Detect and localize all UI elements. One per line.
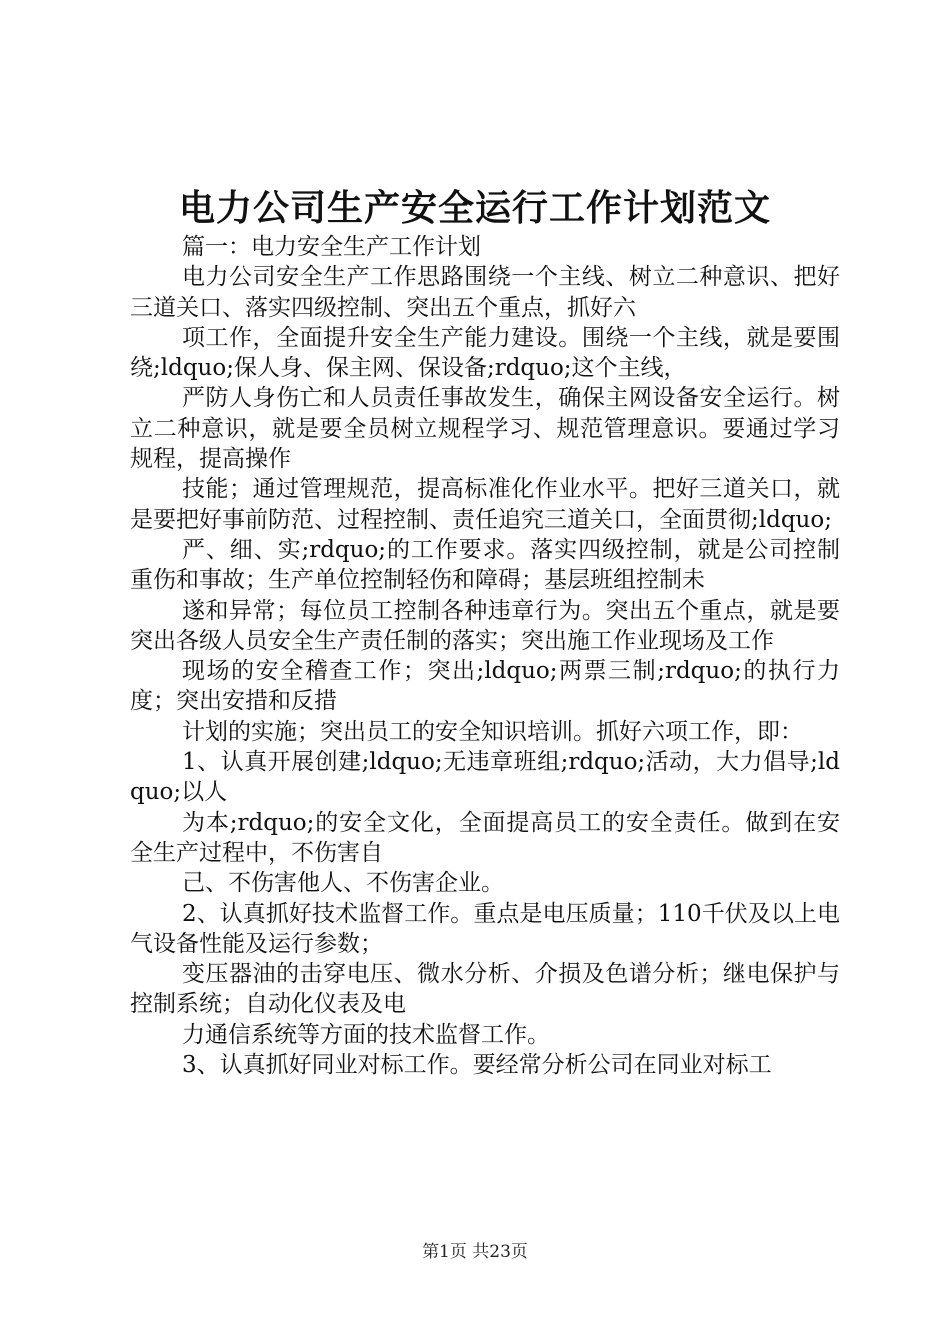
paragraph: 电力公司安全生产工作思路围绕一个主线、树立二种意识、把好三道关口、落实四级控制、突出五个重点，抓好六 [130, 264, 840, 321]
paragraph: 现场的安全稽查工作；突出;ldquo;两票三制;rdquo;的执行力度；突出安措和反措 [130, 658, 840, 715]
paragraph: 项工作，全面提升安全生产能力建设。围绕一个主线，就是要围绕;ldquo;保人身、保主网、保设备;rdquo;这个主线， [130, 324, 840, 382]
paragraph: 3、认真抓好同业对标工作。要经常分析公司在同业对标工 [182, 1052, 772, 1079]
document-title: 电力公司生产安全运行工作计划范文 [178, 187, 771, 229]
document-body [130, 232, 840, 1080]
paragraph: 变压器油的击穿电压、微水分析、介损及色谱分析；继电保护与控制系统；自动化仪表及电 [130, 961, 840, 1018]
paragraph: 己、不伤害他人、不伤害企业。 [182, 870, 504, 897]
paragraph: 2、认真抓好技术监督工作。重点是电压质量；110千伏及以上电气设备性能及运行参数； [130, 900, 840, 957]
paragraph: 1、认真开展创建;ldquo;无违章班组;rdquo;活动，大力倡导;ldquo;以人 [130, 749, 840, 806]
paragraph: 严防人身伤亡和人员责任事故发生，确保主网设备安全运行。树立二种意识，就是要全员树立规程学习、规范管理意识。要通过学习规程，提高操作 [130, 385, 840, 473]
paragraph: 为本;rdquo;的安全文化，全面提高员工的安全责任。做到在安全生产过程中，不伤害自 [130, 809, 840, 866]
paragraph: 严、细、实;rdquo;的工作要求。落实四级控制，就是公司控制重伤和事故；生产单位控制轻伤和障碍；基层班组控制未 [130, 536, 840, 594]
paragraph: 技能；通过管理规范，提高标准化作业水平。把好三道关口，就是要把好事前防范、过程控制、责任追究三道关口，全面贯彻;ldquo; [130, 476, 840, 533]
page-indicator: 第1页 共23页 [422, 1242, 528, 1262]
paragraph: 计划的实施；突出员工的安全知识培训。抓好六项工作，即： [182, 718, 803, 745]
paragraph: 力通信系统等方面的技术监督工作。 [182, 1021, 550, 1048]
paragraph: 篇一：电力安全生产工作计划 [182, 234, 481, 260]
page-footer [0, 1240, 950, 1264]
paragraph: 遂和异常；每位员工控制各种违章行为。突出五个重点，就是要突出各级人员安全生产责任制的落实；突出施工作业现场及工作 [130, 597, 840, 654]
